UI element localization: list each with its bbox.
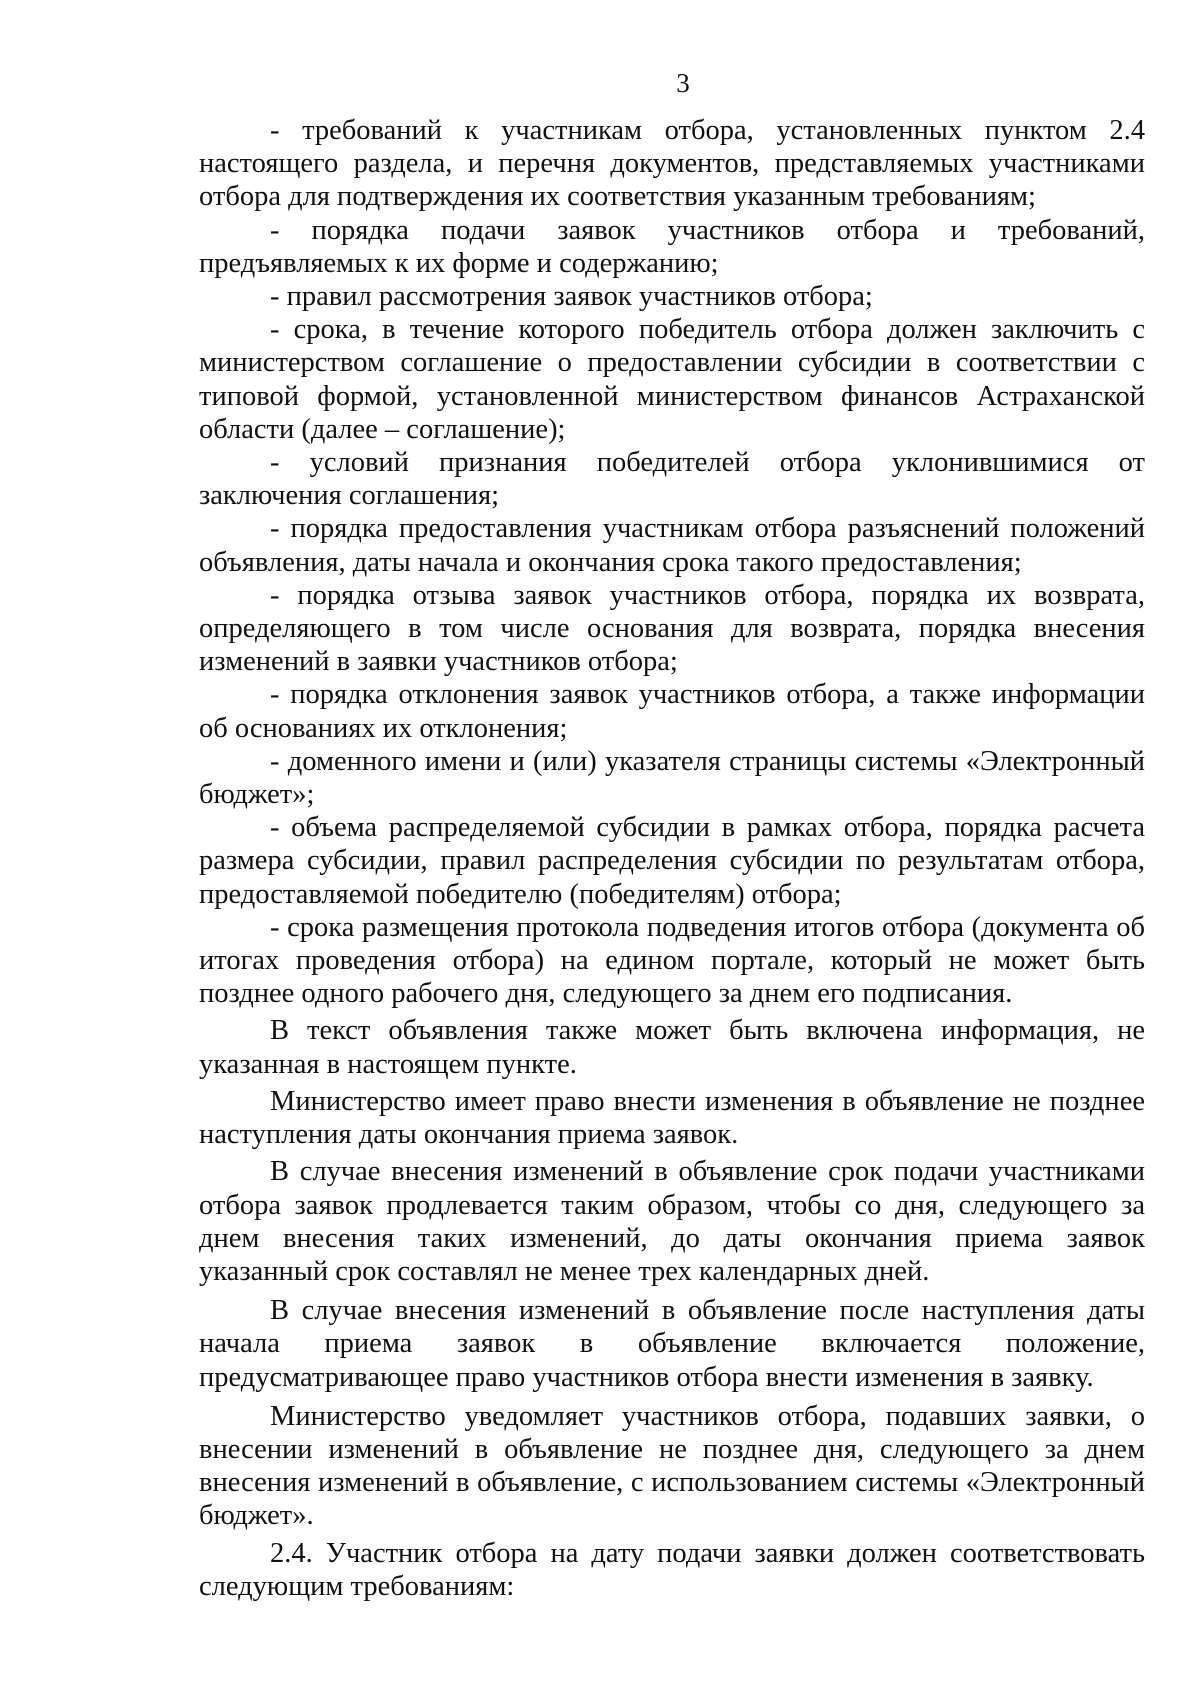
paragraph-additional-info: В текст объявления также может быть включена информация, не указанная в настоящем пункте. (199, 1015, 1145, 1080)
document-body (199, 114, 1145, 1603)
page-number: 3 (676, 68, 690, 98)
paragraph-notification: Министерство уведомляет участников отбора, подавших заявки, о внесении изменений в объявление не позднее дня, следующего за днем внесения изменений в объявление, с использованием системы «Электронный бюджет». (199, 1400, 1145, 1532)
paragraph-subsidy-volume: - объема распределяемой субсидии в рамках отбора, порядка расчета размера субсидии, правил распределения субсидии по результатам отбора, предоставляемой победителю (победителям) отбора; (199, 812, 1145, 910)
paragraph-agreement-term: - срока, в течение которого победитель отбора должен заключить с министерством соглашение о предоставлении субсидии в соответствии с типовой формой, установленной министерством финансов Астраханской области (далее – соглашение); (199, 314, 1145, 445)
paragraph-protocol-deadline: - срока размещения протокола подведения итогов отбора (документа об итогах проведения отбора) на едином портале, который не может быть позднее одного рабочего дня, следующего за днем его подписания. (199, 911, 1145, 1010)
paragraph-amendment-right: Министерство имеет право внести изменения в объявление не позднее наступления даты окончания приема заявок. (199, 1085, 1145, 1151)
paragraph-section-2-4: 2.4. Участник отбора на дату подачи заявки должен соответствовать следующим требованиям: (199, 1537, 1145, 1602)
paragraph-domain-name: - доменного имени и (или) указателя страницы системы «Электронный бюджет»; (199, 745, 1145, 811)
paragraph-withdrawal: - порядка отзыва заявок участников отбора, порядка их возврата, определяющего в том числе основания для возврата, порядка внесения изменений в заявки участников отбора; (199, 579, 1145, 678)
paragraph-evasion-conditions: - условий признания победителей отбора уклонившимися от заключения соглашения; (199, 447, 1145, 512)
paragraph-rejection: - порядка отклонения заявок участников отбора, а также информации об основаниях их отклонения; (199, 679, 1145, 744)
paragraph-review-rules: - правил рассмотрения заявок участников отбора; (270, 281, 873, 313)
paragraph-clarifications: - порядка предоставления участникам отбора разъяснений положений объявления, даты начала и окончания срока такого предоставления; (199, 513, 1145, 578)
paragraph-deadline-extension: В случае внесения изменений в объявление срок подачи участниками отбора заявок продлевается таким образом, чтобы со дня, следующего за днем внесения таких изменений, до даты окончания приема заявок указанный срок составлял не менее трех календарных дней. (199, 1156, 1145, 1287)
paragraph-requirements: - требований к участникам отбора, установленных пунктом 2.4 настоящего раздела, и перечня документов, представляемых участниками отбора для подтверждения их соответствия указанным требованиям; (199, 115, 1145, 213)
paragraph-submission-order: - порядка подачи заявок участников отбора и требований, предъявляемых к их форме и содержанию; (199, 214, 1145, 279)
paragraph-amendment-after-start: В случае внесения изменений в объявление после наступления даты начала приема заявок в объявление включается положение, предусматривающее право участников отбора внести изменения в заявку. (199, 1295, 1145, 1393)
